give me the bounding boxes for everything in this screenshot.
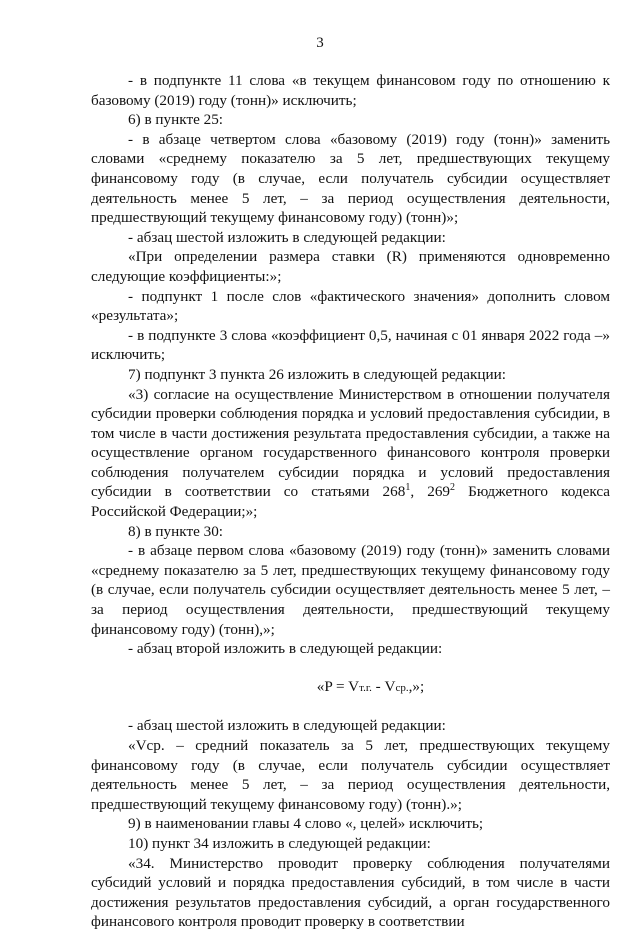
paragraph-7: - в подпункте 3 слова «коэффициент 0,5, начиная с 01 января 2022 года –» исключить;: [91, 326, 610, 364]
formula-part-3: ,»;: [408, 677, 425, 695]
paragraph-17: «34. Министерство проводит проверку соблюдения получателями субсидий условий и порядка предоставления субсидий, в том числе в части достижения результатов предоставления субсидий, а орган государственного финансового контроля проводит проверку в соответствии: [91, 854, 610, 931]
superscript-2: 2: [450, 482, 456, 494]
paragraph-12: - абзац второй изложить в следующей редакции:: [128, 640, 443, 658]
formula-subscript-1: т.г.: [359, 681, 372, 694]
paragraph-6: - подпункт 1 после слов «фактического значения» дополнить словом «результата»;: [91, 287, 610, 325]
paragraph-13: - абзац шестой изложить в следующей редакции:: [128, 717, 446, 735]
paragraph-16: 10) пункт 34 изложить в следующей редакции:: [128, 834, 431, 852]
paragraph-8: 7) подпункт 3 пункта 26 изложить в следующей редакции:: [128, 365, 507, 383]
paragraph-9: [91, 385, 610, 522]
formula-part-1: «P = V: [316, 677, 360, 695]
superscript-1: 1: [405, 482, 411, 494]
paragraph-2: 6) в пункте 25:: [128, 111, 224, 129]
paragraph-5: «При определении размера ставки (R) применяются одновременно следующие коэффициенты:»;: [91, 248, 610, 285]
page-number: 3: [316, 35, 324, 51]
formula: [91, 677, 610, 699]
document-body: [91, 71, 610, 932]
paragraph-9-text: «3) согласие на осуществление Министерством в отношении получателя субсидии проверки соблюдения порядка и условий предоставления субсидии, в том числе в части достижения результата предоставления субсидии, а также на осуществление органом государственного финансового контроля проверки соблюдения получателем субсидии порядка и условий предоставления субсидии в соответствии со статьями 268: [91, 385, 610, 501]
formula-part-2: - V: [371, 677, 396, 695]
formula-subscript-2: ср.: [395, 681, 409, 694]
paragraph-9-between: , 269: [410, 483, 451, 501]
paragraph-14: «Vср. – средний показатель за 5 лет, предшествующих текущему финансовому году (в случае, если получатель субсидии осуществляет деятельность менее 5 лет, – за период осуществления деятельности, предшествующий текущему финансовому году) (тонн).»;: [91, 737, 610, 813]
paragraph-15: 9) в наименовании главы 4 слово «, целей» исключить;: [128, 815, 484, 833]
paragraph-1: - в подпункте 11 слова «в текущем финансовом году по отношению к базовому (2019) году (тонн)» исключить;: [91, 72, 610, 109]
paragraph-3: - в абзаце четвертом слова «базовому (2019) году (тонн)» заменить словами «среднему показателю за 5 лет, предшествующих текущему финансовому году (в случае, если получатель субсидии осуществляет деятельность менее 5 лет, – за период осуществления деятельности, предшествующий текущему финансовому году) (тонн)»;: [91, 130, 610, 227]
paragraph-9-tail: Бюджетного кодекса Российской Федерации;»;: [91, 483, 610, 521]
paragraph-10: 8) в пункте 30:: [128, 522, 224, 540]
paragraph-11: - в абзаце первом слова «базовому (2019) году (тонн)» заменить словами «среднему показателю за 5 лет, предшествующих текущему финансовому году (в случае, если получатель субсидии осуществляет деятельность менее 5 лет, – за период осуществления деятельности, предшествующий текущему финансовому году) (тонн),»;: [91, 542, 610, 638]
paragraph-4: - абзац шестой изложить в следующей редакции:: [128, 228, 446, 246]
